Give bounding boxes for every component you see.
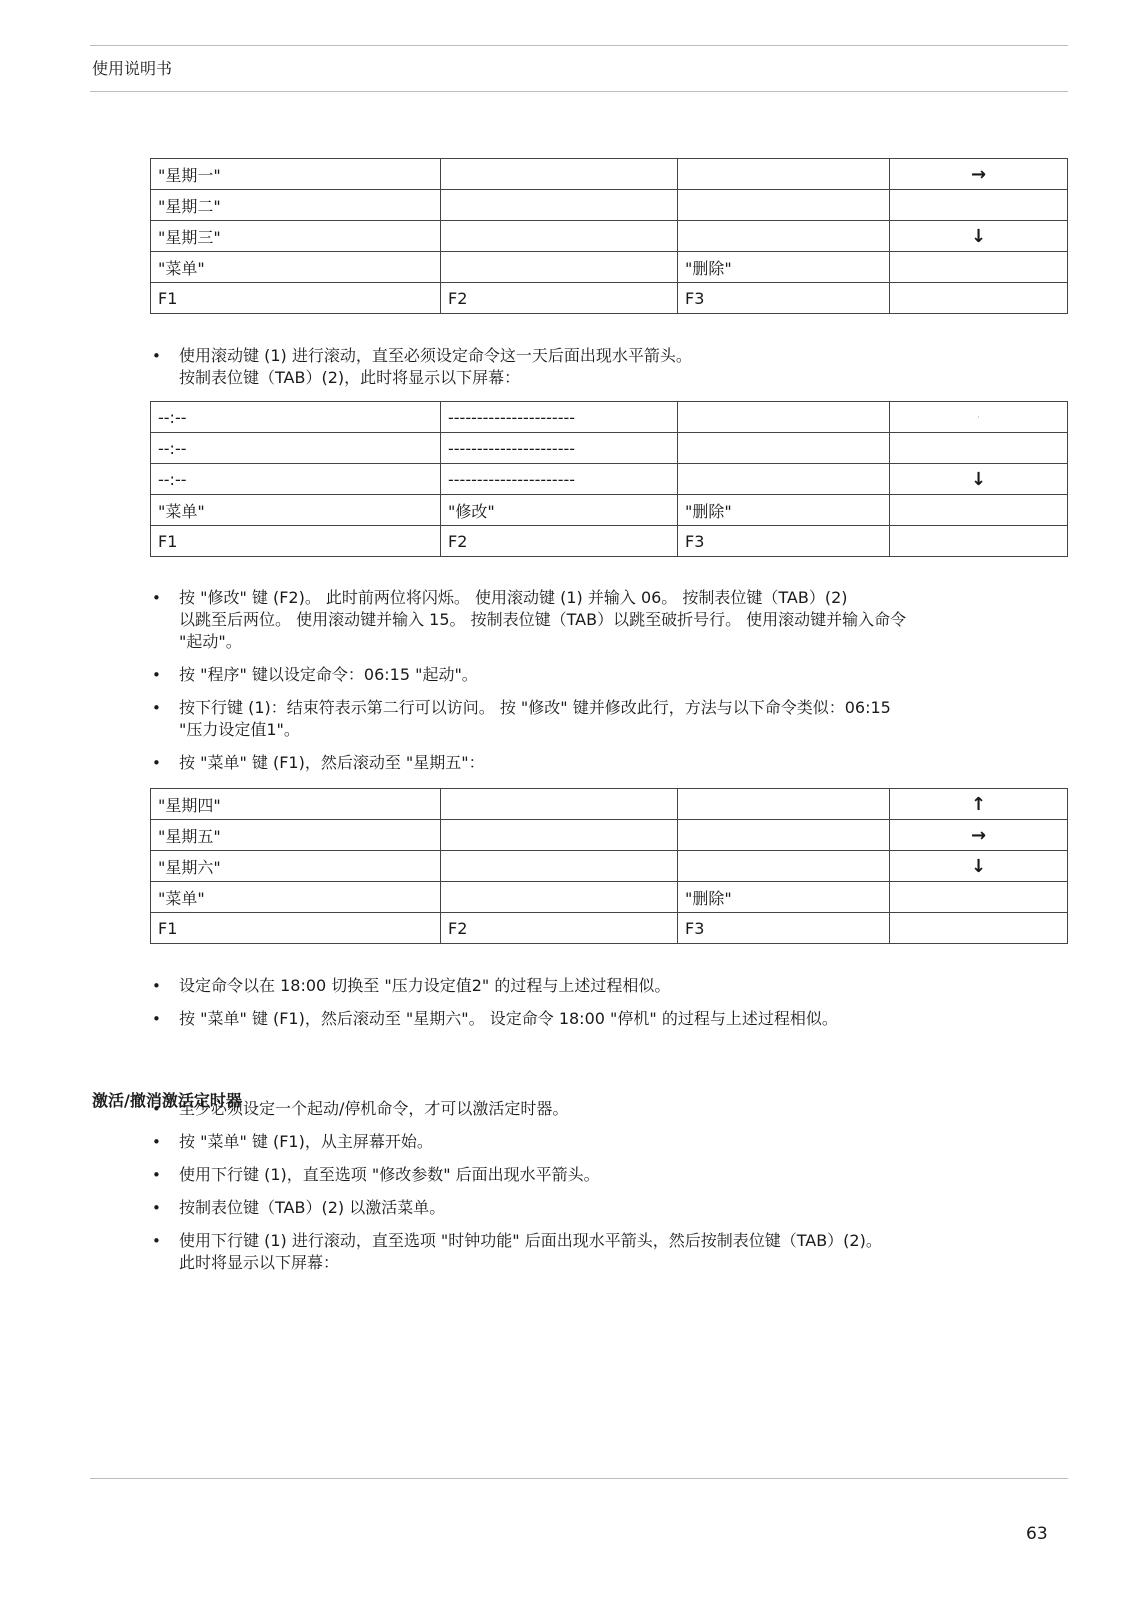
instruction-item <box>150 1230 1060 1274</box>
instruction-list-1 <box>150 345 1060 400</box>
instruction-list-4 <box>150 1098 1060 1285</box>
header-rule-top <box>90 45 1068 46</box>
instruction-item <box>150 345 1060 389</box>
instruction-line: • 使用下行键 (1) 进行滚动，直至选项 "时钟功能" 后面出现水平箭头，然后按制表位键（TAB）(2)。 <box>179 1231 882 1250</box>
instruction-line: • 按 "菜单" 键 (F1)，然后滚动至 "星期六"。 设定命令 18:00 "停机" 的过程与上述过程相似。 <box>179 1009 838 1028</box>
screen-cell: ---------------------- <box>441 402 678 433</box>
screen-cell <box>678 221 890 252</box>
instruction-line: • 按制表位键（TAB）(2) 以激活菜单。 <box>179 1198 446 1217</box>
header-rule-bottom <box>90 91 1068 92</box>
screen-cell: F2 <box>441 283 678 314</box>
instruction-item <box>150 1008 1060 1030</box>
screen-cell: "删除" <box>678 495 890 526</box>
instruction-line: • 按 "程序" 键以设定命令：06:15 "起动"。 <box>179 665 478 684</box>
screen-cell: "菜单" <box>151 882 441 913</box>
instruction-item <box>150 587 1060 653</box>
instruction-line: • 使用下行键 (1)，直至选项 "修改参数" 后面出现水平箭头。 <box>179 1165 600 1184</box>
arrow-right-icon: → <box>890 820 1068 851</box>
screen-cell <box>441 252 678 283</box>
screen-row <box>151 913 1068 944</box>
instruction-item <box>150 1197 1060 1219</box>
screen-cell <box>678 190 890 221</box>
screen-cell <box>678 464 890 495</box>
screen-cell: "删除" <box>678 882 890 913</box>
instruction-line: "压力设定值1"。 <box>179 720 300 739</box>
instruction-line: • 按 "修改" 键 (F2)。 此时前两位将闪烁。 使用滚动键 (1) 并输入 06。 按制表位键（TAB）(2) <box>179 588 848 607</box>
instruction-line: 按制表位键（TAB）(2)，此时将显示以下屏幕： <box>179 368 521 387</box>
screen-cell: "星期三" <box>151 221 441 252</box>
screen-row <box>151 820 1068 851</box>
instruction-line: 此时将显示以下屏幕： <box>179 1253 340 1272</box>
screen-cell: F3 <box>678 526 890 557</box>
instruction-item <box>150 664 1060 686</box>
screen-cell: "修改" <box>441 495 678 526</box>
screen-row <box>151 789 1068 820</box>
arrow-down-icon: ↓ <box>890 221 1068 252</box>
screen-cell <box>678 851 890 882</box>
screen-row <box>151 464 1068 495</box>
page-number: 63 <box>1026 1524 1048 1544</box>
arrow-down-icon: ↓ <box>890 851 1068 882</box>
screen-cell: F3 <box>678 913 890 944</box>
instruction-item <box>150 975 1060 997</box>
screen-cell <box>441 820 678 851</box>
instruction-line: • 按 "菜单" 键 (F1)，然后滚动至 "星期五"： <box>179 753 485 772</box>
screen-cell <box>678 159 890 190</box>
screen-row <box>151 221 1068 252</box>
section-heading-timer: 激活/撤消激活定时器 <box>92 1091 242 1110</box>
screen-cell: "菜单" <box>151 495 441 526</box>
document-header-title: 使用说明书 <box>92 59 173 78</box>
screen-cell: ---------------------- <box>441 464 678 495</box>
screen-cell <box>441 851 678 882</box>
instruction-item <box>150 1098 1060 1120</box>
controller-screen-weekdays-2 <box>150 788 1068 944</box>
screen-row <box>151 851 1068 882</box>
screen-arrow-cell <box>890 526 1068 557</box>
marker-dot-icon: · <box>890 402 1068 433</box>
controller-screen-time-edit <box>150 401 1068 557</box>
instruction-line: 以跳至后两位。 使用滚动键并输入 15。 按制表位键（TAB）以跳至破折号行。 使用滚动键并输入命令 <box>179 610 907 629</box>
screen-cell: F1 <box>151 526 441 557</box>
instruction-line: • 按 "菜单" 键 (F1)，从主屏幕开始。 <box>179 1132 433 1151</box>
screen-cell: F3 <box>678 283 890 314</box>
instruction-line: "起动"。 <box>179 632 242 651</box>
controller-screen-weekdays-1 <box>150 158 1068 314</box>
screen-cell: --:-- <box>151 433 441 464</box>
instruction-line: • 至少必须设定一个起动/停机命令，才可以激活定时器。 <box>179 1099 569 1118</box>
arrow-down-icon: ↓ <box>890 464 1068 495</box>
instruction-line: • 使用滚动键 (1) 进行滚动，直至必须设定命令这一天后面出现水平箭头。 <box>179 346 692 365</box>
screen-cell: F1 <box>151 283 441 314</box>
screen-arrow-cell <box>890 433 1068 464</box>
screen-row <box>151 882 1068 913</box>
screen-cell: F2 <box>441 526 678 557</box>
screen-cell <box>678 402 890 433</box>
screen-cell: "星期四" <box>151 789 441 820</box>
screen-cell <box>441 789 678 820</box>
instruction-list-3 <box>150 975 1060 1041</box>
screen-row <box>151 433 1068 464</box>
screen-cell: "星期二" <box>151 190 441 221</box>
screen-cell: "删除" <box>678 252 890 283</box>
screen-row <box>151 495 1068 526</box>
screen-arrow-cell <box>890 913 1068 944</box>
screen-arrow-cell <box>890 495 1068 526</box>
screen-cell: "星期五" <box>151 820 441 851</box>
screen-cell: --:-- <box>151 464 441 495</box>
screen-cell: ---------------------- <box>441 433 678 464</box>
screen-row <box>151 402 1068 433</box>
instruction-item <box>150 697 1060 741</box>
screen-cell: F1 <box>151 913 441 944</box>
screen-arrow-cell <box>890 252 1068 283</box>
screen-cell <box>441 159 678 190</box>
arrow-up-icon: ↑ <box>890 789 1068 820</box>
screen-cell <box>441 882 678 913</box>
screen-cell <box>678 820 890 851</box>
screen-arrow-cell <box>890 882 1068 913</box>
screen-cell <box>678 789 890 820</box>
instruction-line: • 设定命令以在 18:00 切换至 "压力设定值2" 的过程与上述过程相似。 <box>179 976 671 995</box>
screen-cell <box>441 221 678 252</box>
screen-arrow-cell <box>890 190 1068 221</box>
instruction-item <box>150 1131 1060 1153</box>
screen-cell: F2 <box>441 913 678 944</box>
screen-row <box>151 526 1068 557</box>
screen-cell <box>678 433 890 464</box>
instruction-line: • 按下行键 (1)：结束符表示第二行可以访问。 按 "修改" 键并修改此行，方法与以下命令类似：06:15 <box>179 698 891 717</box>
screen-cell: "菜单" <box>151 252 441 283</box>
screen-arrow-cell <box>890 283 1068 314</box>
arrow-right-icon: → <box>890 159 1068 190</box>
screen-row <box>151 190 1068 221</box>
instruction-item <box>150 752 1060 774</box>
screen-row <box>151 159 1068 190</box>
screen-row <box>151 252 1068 283</box>
screen-cell: "星期一" <box>151 159 441 190</box>
screen-row <box>151 283 1068 314</box>
footer-rule <box>90 1478 1068 1479</box>
screen-cell <box>441 190 678 221</box>
instruction-list-2 <box>150 587 1060 785</box>
instruction-item <box>150 1164 1060 1186</box>
screen-cell: "星期六" <box>151 851 441 882</box>
screen-cell: --:-- <box>151 402 441 433</box>
